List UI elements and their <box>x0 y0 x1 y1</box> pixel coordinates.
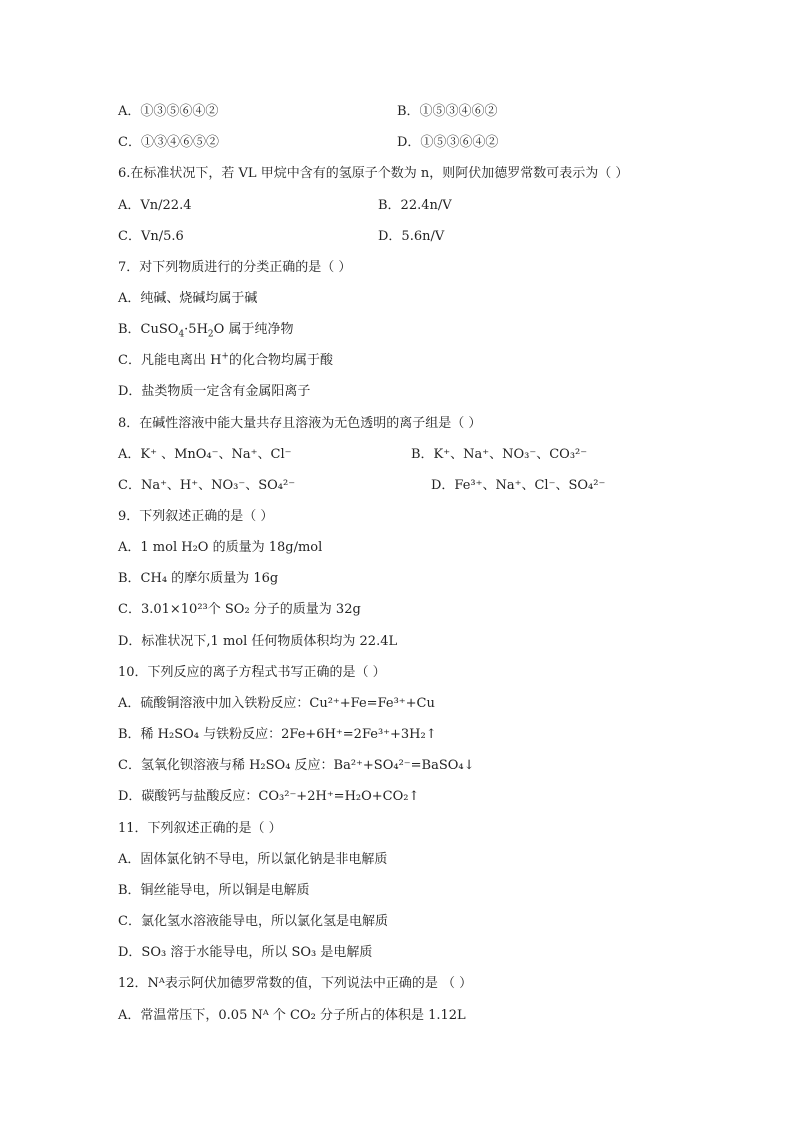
q7-option-c: C．凡能电离出 H+的化合物均属于酸 <box>118 351 333 368</box>
q7-option-b: B．$CuSO_4\cdot 5H_2O$ 属于纯净物 <box>118 322 294 340</box>
q5-option-a: A．①③⑤⑥④② <box>118 104 219 119</box>
q9-option-a: A．1 mol H₂O 的质量为 18g/mol <box>118 540 323 555</box>
q9-option-c: C．3.01×10²³个 SO₂ 分子的质量为 32g <box>118 602 361 617</box>
q8-option-a: A．K⁺ 、MnO₄⁻、Na⁺、Cl⁻ <box>118 447 292 462</box>
q7-stem: 7．对下列物质进行的分类正确的是（ ） <box>118 260 352 275</box>
q5-option-c: C．①③④⑥⑤② <box>118 135 219 150</box>
q8-stem: 8．在碱性溶液中能大量共存且溶液为无色透明的离子组是（ ） <box>118 416 482 431</box>
q10-option-d: D．碳酸钙与盐酸反应：CO₃²⁻+2H⁺=H₂O+CO₂↑ <box>118 789 420 804</box>
q5-option-d: D．①⑤③⑥④② <box>397 135 499 150</box>
q10-option-c: C．氢氧化钡溶液与稀 H₂SO₄ 反应：Ba²⁺+SO₄²⁻=BaSO₄↓ <box>118 758 475 773</box>
q12-option-a: A．常温常压下，0.05 Nᴬ 个 CO₂ 分子所占的体积是 1.12L <box>118 1008 466 1023</box>
q9-stem: 9．下列叙述正确的是（ ） <box>118 509 274 524</box>
q12-stem: 12．Nᴬ表示阿伏加德罗常数的值，下列说法中正确的是 （ ） <box>118 976 473 991</box>
q11-option-b: B．铜丝能导电，所以铜是电解质 <box>118 883 310 898</box>
q6-option-d: D．5.6n/V <box>378 229 445 244</box>
q5-option-b: B．①⑤③④⑥② <box>397 104 498 119</box>
q9-option-b: B．CH₄ 的摩尔质量为 16g <box>118 571 279 586</box>
q10-stem: 10．下列反应的离子方程式书写正确的是（ ） <box>118 665 386 680</box>
q11-option-c: C．氯化氢水溶液能导电，所以氯化氢是电解质 <box>118 914 388 929</box>
q11-option-a: A．固体氯化钠不导电，所以氯化钠是非电解质 <box>118 852 388 867</box>
q8-option-b: B．K⁺、Na⁺、NO₃⁻、CO₃²⁻ <box>411 447 588 462</box>
q11-option-d: D．SO₃ 溶于水能导电，所以 SO₃ 是电解质 <box>118 945 373 960</box>
q8-option-c: C．Na⁺、H⁺、NO₃⁻、SO₄²⁻ <box>118 478 296 493</box>
q7-option-a: A．纯碱、烧碱均属于碱 <box>118 291 258 306</box>
q6-stem: 6.在标准状况下，若 VL 甲烷中含有的氢原子个数为 n，则阿伏加德罗常数可表示为（ ） <box>118 166 629 181</box>
q10-option-a: A．硫酸铜溶液中加入铁粉反应：Cu²⁺+Fe=Fe³⁺+Cu <box>118 696 435 711</box>
q7-option-d: D．盐类物质一定含有金属阳离子 <box>118 384 311 399</box>
q11-stem: 11．下列叙述正确的是（ ） <box>118 821 282 836</box>
q10-option-b: B．稀 H₂SO₄ 与铁粉反应：2Fe+6H⁺=2Fe³⁺+3H₂↑ <box>118 727 437 742</box>
q6-option-a: A．Vn/22.4 <box>118 198 192 213</box>
q9-option-d: D．标准状况下,1 mol 任何物质体积均为 22.4L <box>118 634 398 649</box>
q6-option-b: B．22.4n/V <box>378 198 452 213</box>
q8-option-d: D．Fe³⁺、Na⁺、Cl⁻、SO₄²⁻ <box>431 478 606 493</box>
q6-option-c: C．Vn/5.6 <box>118 229 184 244</box>
